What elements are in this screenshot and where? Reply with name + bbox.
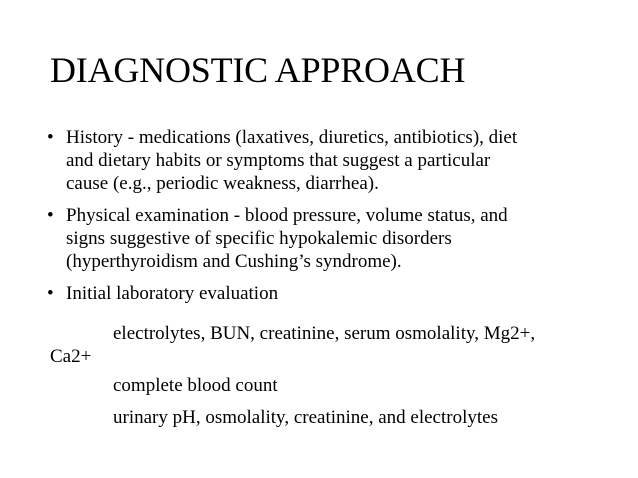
bullet-dot-icon: • (47, 283, 54, 304)
bullet-line: Initial laboratory evaluation (66, 283, 279, 304)
bullet-dot-icon: • (47, 205, 54, 226)
bullet-line: cause (e.g., periodic weakness, diarrhea). (66, 173, 379, 194)
bullet-physical-exam (47, 204, 607, 273)
lab-item-electrolytes-wrap: Ca2+ (50, 346, 92, 367)
slide-title: DIAGNOSTIC APPROACH (50, 50, 466, 90)
bullet-history (47, 126, 607, 195)
bullet-line: signs suggestive of specific hypokalemic disorders (66, 228, 452, 249)
bullet-list (47, 126, 607, 314)
lab-item-urinary: urinary pH, osmolality, creatinine, and electrolytes (113, 407, 498, 428)
bullet-dot-icon: • (47, 127, 54, 148)
bullet-line: History - medications (laxatives, diuretics, antibiotics), diet (66, 127, 518, 148)
lab-item-blood-count: complete blood count (113, 375, 278, 396)
bullet-line: (hyperthyroidism and Cushing’s syndrome). (66, 251, 402, 272)
bullet-line: and dietary habits or symptoms that suggest a particular (66, 150, 491, 171)
bullet-line: Physical examination - blood pressure, volume status, and (66, 205, 508, 226)
lab-item-electrolytes: electrolytes, BUN, creatinine, serum osmolality, Mg2+, (113, 323, 536, 344)
bullet-lab-evaluation (47, 282, 607, 305)
